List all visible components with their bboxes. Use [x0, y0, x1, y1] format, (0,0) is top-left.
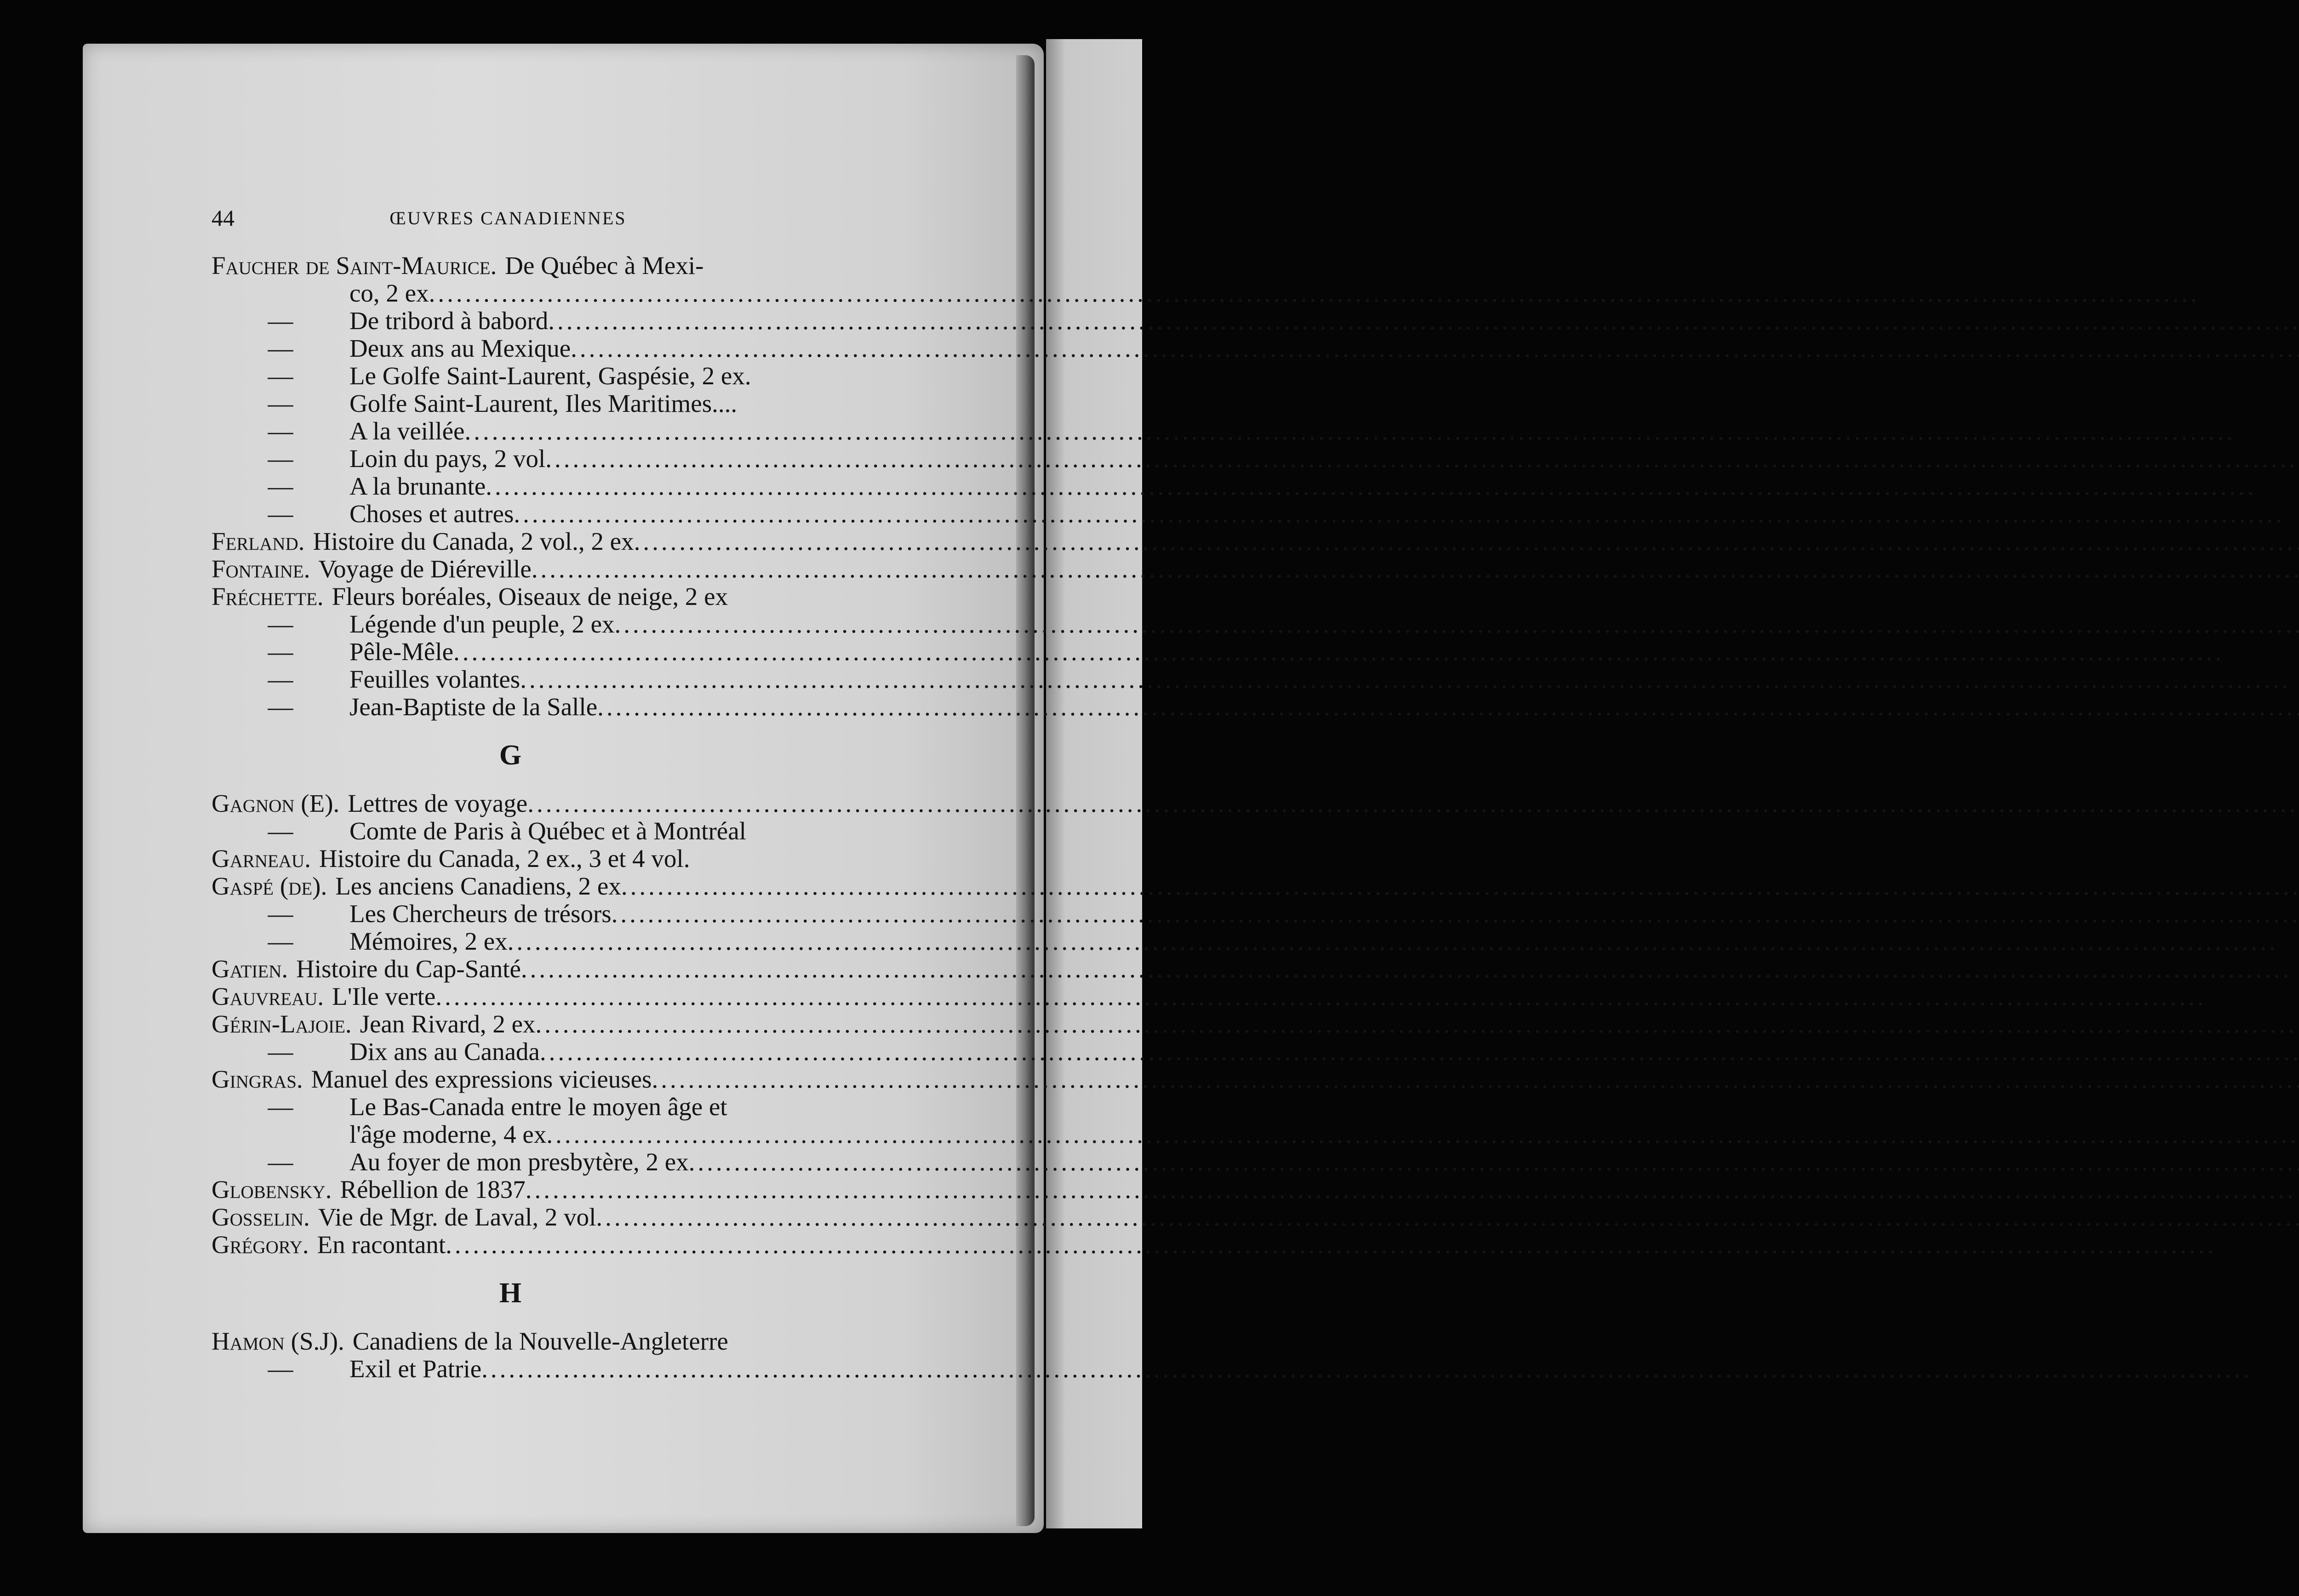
- entry-title: Mémoires, 2 ex: [349, 927, 508, 955]
- index-entry: [212, 955, 809, 983]
- ditto-dash: —: [268, 1355, 293, 1383]
- index-entry: [212, 1066, 809, 1093]
- entry-title: A la veillée: [349, 417, 465, 445]
- index-entry: [212, 693, 809, 721]
- ditto-dash: —: [268, 334, 293, 362]
- index-entry: [212, 307, 809, 335]
- ditto-dash: —: [268, 638, 293, 666]
- entry-title: Légende d'un peuple, 2 ex: [349, 610, 615, 638]
- index-entry: [212, 1328, 809, 1355]
- entry-author: Gérin-Lajoie.: [212, 1010, 352, 1038]
- dot-leader: [527, 790, 809, 817]
- dot-leader: [520, 666, 809, 693]
- index-entry: [212, 817, 809, 845]
- ditto-dash: —: [268, 693, 293, 721]
- ditto-dash: —: [268, 500, 293, 528]
- entry-title: Manuel des expressions vicieuses: [311, 1065, 652, 1093]
- dot-leader: [508, 928, 809, 955]
- entry-author: Faucher de Saint-Maurice.: [212, 251, 497, 279]
- entry-title: Voyage de Diéreville: [318, 555, 532, 583]
- entry-title: Golfe Saint-Laurent, Iles Maritimes....: [349, 389, 738, 417]
- index-entry: [212, 335, 809, 362]
- dot-leader: [514, 500, 809, 528]
- dot-leader: [597, 693, 809, 721]
- dot-leader: [532, 555, 809, 583]
- entry-author: Gagnon (E).: [212, 789, 340, 817]
- dot-leader: [689, 1148, 809, 1176]
- index-entry: [212, 252, 809, 279]
- entry-author: Garneau.: [212, 844, 311, 872]
- ditto-dash: —: [268, 417, 293, 445]
- dot-leader: [621, 872, 809, 900]
- entry-title: Dix ans au Canada: [349, 1037, 540, 1066]
- letter-heading-h: H: [499, 1277, 522, 1309]
- entry-author: Gaspé (de).: [212, 872, 327, 900]
- entry-title: Les Chercheurs de trésors: [349, 900, 612, 928]
- dot-leader: [429, 279, 809, 307]
- dot-leader: [481, 1355, 809, 1383]
- dot-leader: [526, 1176, 809, 1203]
- section-h: [212, 1328, 809, 1383]
- dot-leader: [486, 473, 809, 500]
- entry-title: Loin du pays, 2 vol: [349, 445, 546, 473]
- dot-leader: [536, 1010, 809, 1038]
- entry-title: Jean-Baptiste de la Salle: [349, 693, 598, 721]
- entry-title: Feuilles volantes: [349, 665, 520, 693]
- entry-title: Lettres de voyage: [348, 789, 528, 817]
- index-entry: [212, 1121, 809, 1148]
- index-entry: [212, 983, 809, 1010]
- entry-title: Deux ans au Mexique: [349, 334, 571, 362]
- dot-leader: [571, 335, 809, 362]
- index-entry: [212, 1176, 809, 1203]
- index-entry: [212, 610, 809, 638]
- index-entry: [212, 473, 809, 500]
- index-entry: [212, 390, 809, 417]
- index-entry: [212, 445, 809, 473]
- entry-author: Globensky.: [212, 1175, 332, 1203]
- index-entry: [212, 1010, 809, 1038]
- dot-leader: [612, 900, 809, 928]
- dot-leader: [634, 528, 809, 555]
- entry-title: Histoire du Cap-Santé: [296, 955, 521, 983]
- ditto-dash: —: [268, 1037, 293, 1066]
- dot-leader: [453, 638, 809, 666]
- dot-leader: [464, 417, 809, 445]
- entry-title: Jean Rivard, 2 ex: [360, 1010, 536, 1038]
- entry-title: Rébellion de 1837: [340, 1175, 526, 1203]
- dot-leader: [652, 1066, 809, 1093]
- index-entry: [212, 928, 809, 955]
- adjacent-page: [1046, 39, 1142, 1528]
- entry-author: Hamon (S.J).: [212, 1327, 344, 1355]
- index-entry: [212, 1231, 809, 1259]
- entry-title: Vie de Mgr. de Laval, 2 vol: [318, 1203, 596, 1231]
- index-entry: [212, 1355, 809, 1383]
- entry-title: Les anciens Canadiens, 2 ex: [335, 872, 621, 900]
- entry-title: Pêle-Mêle: [349, 638, 454, 666]
- entry-author: Ferland.: [212, 527, 305, 555]
- ditto-dash: —: [268, 445, 293, 473]
- ditto-dash: —: [268, 665, 293, 693]
- ditto-dash: —: [268, 307, 293, 335]
- entry-title: En racontant: [317, 1231, 446, 1259]
- entry-title: l'âge moderne, 4 ex: [349, 1120, 547, 1148]
- index-entry: [212, 1148, 809, 1176]
- entry-title: Exil et Patrie: [349, 1355, 482, 1383]
- ditto-dash: —: [268, 362, 293, 390]
- index-entry: [212, 1203, 809, 1231]
- index-entry: [212, 417, 809, 445]
- index-entry: [212, 1038, 809, 1066]
- entry-title: De Québec à Mexi-: [505, 251, 704, 279]
- section-g: [212, 790, 809, 1259]
- page-number: 44: [212, 205, 234, 231]
- index-entry: [212, 845, 809, 872]
- dot-leader: [548, 307, 809, 335]
- letter-heading-g: G: [499, 740, 522, 771]
- index-entry: [212, 279, 809, 307]
- ditto-dash: —: [268, 1148, 293, 1176]
- ditto-dash: —: [268, 389, 293, 417]
- index-entry: [212, 500, 809, 528]
- dot-leader: [615, 610, 809, 638]
- dot-leader: [540, 1038, 809, 1066]
- entry-title: Histoire du Canada, 2 ex., 3 et 4 vol.: [319, 844, 690, 872]
- running-title: ŒUVRES CANADIENNES: [389, 208, 627, 228]
- entry-author: Gosselin.: [212, 1203, 310, 1231]
- entry-title: co, 2 ex: [349, 279, 429, 307]
- entry-title: Choses et autres: [349, 500, 514, 528]
- entry-title: Histoire du Canada, 2 vol., 2 ex: [313, 527, 634, 555]
- entry-author: Fontaine.: [212, 555, 310, 583]
- entry-title: Le Golfe Saint-Laurent, Gaspésie, 2 ex.: [349, 362, 751, 390]
- index-entry: [212, 362, 809, 390]
- entry-author: Gauvreau.: [212, 982, 324, 1010]
- index-entry: [212, 528, 809, 555]
- entry-title: Le Bas-Canada entre le moyen âge et: [349, 1093, 727, 1121]
- index-entry: [212, 583, 809, 610]
- ditto-dash: —: [268, 817, 293, 845]
- index-entry: [212, 1093, 809, 1121]
- dot-leader: [435, 983, 809, 1010]
- index-entry: [212, 555, 809, 583]
- index-entry: [212, 900, 809, 928]
- entry-author: Fréchette.: [212, 582, 324, 610]
- entry-title: Au foyer de mon presbytère, 2 ex: [349, 1148, 689, 1176]
- entry-title: A la brunante: [349, 472, 486, 500]
- running-head: [212, 205, 805, 234]
- dot-leader: [596, 1203, 809, 1231]
- ditto-dash: —: [268, 1093, 293, 1121]
- entry-author: Gatien.: [212, 955, 288, 983]
- entry-title: Canadiens de la Nouvelle-Angleterre: [352, 1327, 728, 1355]
- index-entry: [212, 666, 809, 693]
- index-entry: [212, 790, 809, 817]
- ditto-dash: —: [268, 927, 293, 955]
- ditto-dash: —: [268, 610, 293, 638]
- index-entry: [212, 872, 809, 900]
- dot-leader: [446, 1231, 809, 1259]
- entry-title: Comte de Paris à Québec et à Montréal: [349, 817, 746, 845]
- section-f: [212, 252, 809, 721]
- dot-leader: [521, 955, 809, 983]
- ditto-dash: —: [268, 900, 293, 928]
- index-entries: [212, 252, 809, 1383]
- entry-author: Gingras.: [212, 1065, 303, 1093]
- index-entry: [212, 638, 809, 666]
- entry-title: L'Ile verte: [332, 982, 436, 1010]
- entry-author: Grégory.: [212, 1231, 309, 1259]
- ditto-dash: —: [268, 472, 293, 500]
- entry-title: De tribord à babord: [349, 307, 549, 335]
- dot-leader: [545, 445, 809, 473]
- dot-leader: [546, 1121, 809, 1148]
- entry-title: Fleurs boréales, Oiseaux de neige, 2 ex: [332, 582, 728, 610]
